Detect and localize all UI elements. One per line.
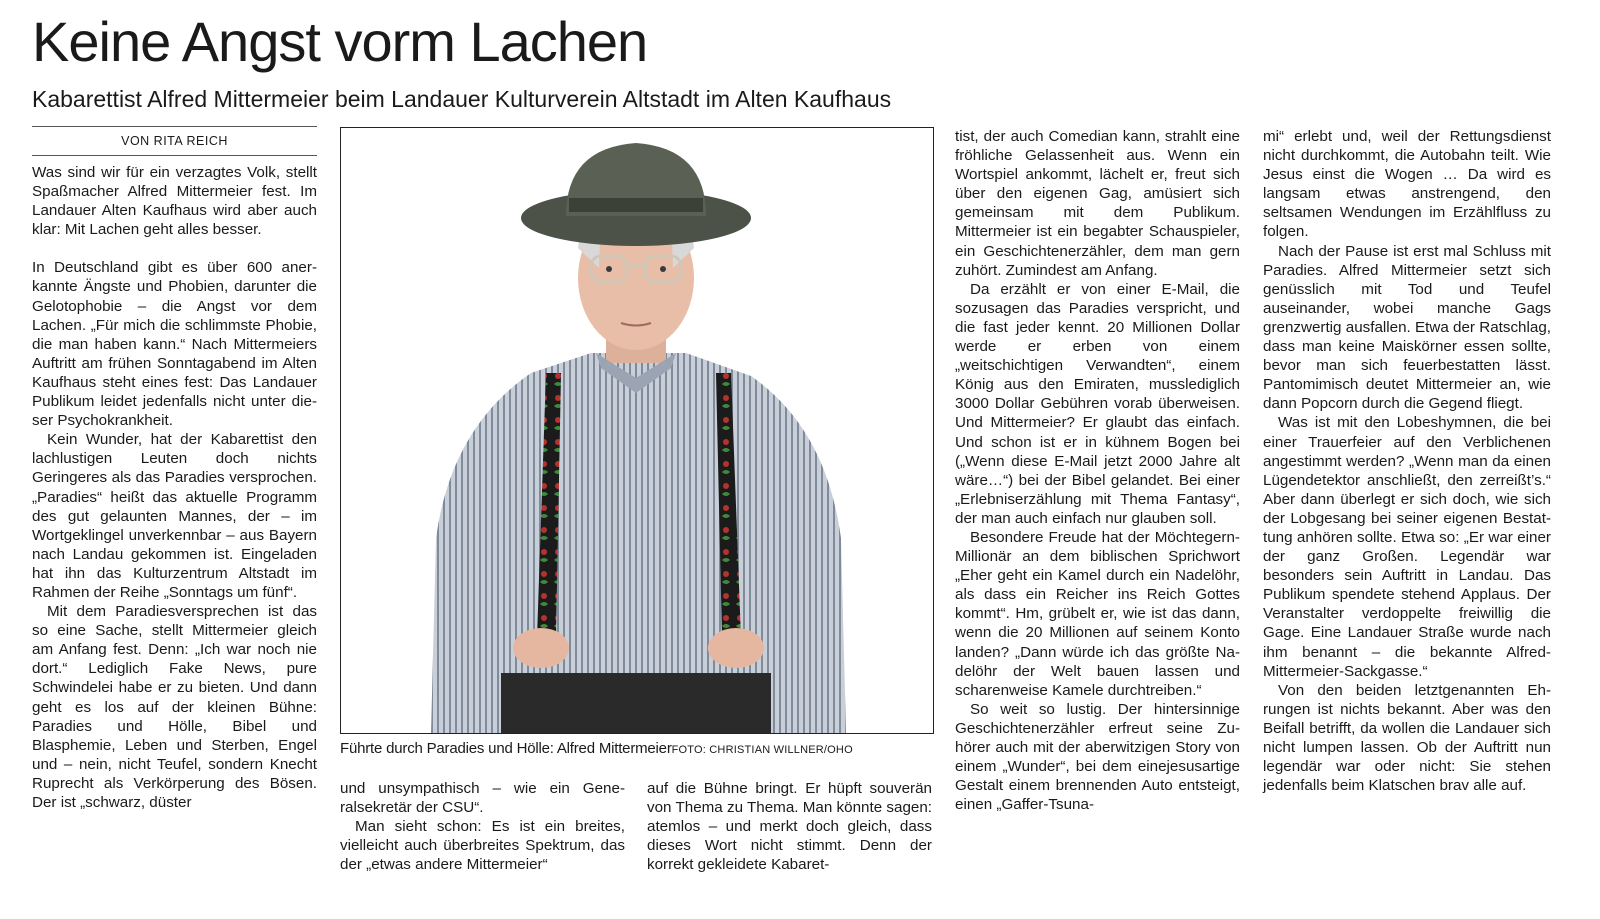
paragraph: So weit so lustig. Der hintersinnige Geschichtenerzähler erfreut seine Zuhörer auch mit der aberwitzigen Story von einem „Wunder“, bei dem einejesusartige Gestalt einem brennenden Auto entsteigt, einen „Gaffer-Tsuna- bbox=[955, 700, 1240, 814]
caption-text: Führte durch Paradies und Hölle: Alfred Mittermeier bbox=[340, 740, 672, 757]
headline: Keine Angst vorm Lachen bbox=[32, 10, 648, 73]
byline: VON RITA REICH bbox=[32, 126, 317, 156]
portrait-photo bbox=[340, 127, 934, 734]
paragraph: und unsympathisch – wie ein Generalsekretär der CSU“. bbox=[340, 780, 625, 817]
column-3 bbox=[647, 779, 932, 874]
paragraph: tist, der auch Comedian kann, strahlt eine fröhliche Gelassenheit aus. Wenn ein Wortspiel ankommt, lächelt er, freut sich über den eigenen Gag, amüsiert sich gemeinsam mit dem Publikum. Mittermeier ist ein begabter Schauspieler, ein Geschichtenerzähler, dem man gern zuhört. Zumindest am Anfang. bbox=[955, 128, 1240, 279]
lead-paragraph: Was sind wir für ein verzagtes Volk, stellt Spaßmacher Alfred Mittermeier fest. Im Landauer Alten Kaufhaus wird aber auch klar: Mit Lachen geht alles besser. bbox=[32, 164, 317, 239]
column-4 bbox=[955, 127, 1240, 814]
column-1 bbox=[32, 163, 317, 812]
paragraph: Mit dem Paradiesversprechen ist das so eine Sache, stellt Mittermeier gleich am Anfang fest. Denn: „Ich war noch nie dort.“ Lediglich Fake News, pure Schwindelei habe er zu bieten. Und dann geht es los auf der kleinen Bühne: Paradies und Hölle, Bibel und Blasphemie, Leben und Sterben, Engel und – nein, nicht Teufel, sondern Knecht Ruprecht als Verkörperung des Bösen. Der ist „schwarz, düster bbox=[32, 603, 317, 811]
paragraph: Was ist mit den Lobeshymnen, die bei einer Trauerfeier auf den Verblichenen angestimmt werden? „Wenn man da einen Lügendetektor anschließt, den zerreißt’s.“ Aber dann überlegt er sich doch, wie sich der Lobgesang bei seiner eigenen Bestattung anhören sollte. Etwa so: „Er war einer der ganz Großen. Legendär war besonders sein Auftritt in Landau. Das Publikum spendete stehend Applaus. Der Veranstalter verdoppelte freiwillig die Gage. Eine Landauer Straße wurde nach ihm benannt – die bekannte Alfred-Mittermeier-Sackgasse.“ bbox=[1263, 414, 1551, 680]
photo-credit: FOTO: CHRISTIAN WILLNER/OHO bbox=[671, 744, 853, 756]
paragraph: auf die Bühne bringt. Er hüpft souverän von Thema zu Thema. Man könnte sagen: atemlos – und merkt doch gleich, dass dieses Wort nicht stimmt. Denn der korrekt gekleidete Kabaret- bbox=[647, 780, 932, 874]
paragraph: Da erzählt er von einer E-Mail, die sozusagen das Paradies verspricht, und die fast jeder kennt. 20 Millionen Dollar werde er erben von einem „weitschichtigen Verwandten“, einem König aus den Emiraten, musslediglich 3000 Dollar Gebühren vorab überweisen. Und Mittermeier? Er glaubt das einfach. Und schon ist er in kühnem Bogen bei („Wenn diese E-Mail jetzt 2000 Jahre alt wäre…“) bei der Bibel gelandet. Bei einer „Erlebniserzählung mit Thema Fantasy“, der man auch einfach nur glauben soll. bbox=[955, 280, 1240, 527]
paragraph: Besondere Freude hat der Möchtegern-Millionär an dem biblischen Sprichwort „Eher geht ein Kamel durch ein Nadelöhr, als dass ein Reicher ins Reich Gottes kommt“. Hm, grübelt er, wie ist das dann, wenn die 20 Millionen auf seinem Konto landen? „Dann würde ich das größte Nadelöhr der Welt bauen lassen und scharenweise Kamele durchtreiben.“ bbox=[955, 528, 1240, 699]
column-5 bbox=[1263, 127, 1551, 795]
paragraph: Man sieht schon: Es ist ein breites, vielleicht auch überbreites Spektrum, das der „etwas andere Mittermeier“ bbox=[340, 818, 625, 874]
paragraph: Nach der Pause ist erst mal Schluss mit Paradies. Alfred Mittermeier setzt sich genüsslich mit Tod und Teufel auseinander, wobei manche Gags grenzwertig ausfallen. Etwa der Ratschlag, dass man keine Maiskörner essen sollte, bevor man sich feuerbestatten lässt. Pantomimisch deutet Mittermeier an, wie dann Popcorn durch die Gegend fliegt. bbox=[1263, 242, 1551, 413]
subheadline: Kabarettist Alfred Mittermeier beim Landauer Kulturverein Altstadt im Alten Kaufhaus bbox=[32, 86, 892, 112]
photo-caption bbox=[340, 740, 853, 758]
paragraph: mi“ erlebt und, weil der Rettungsdienst nicht durchkommt, die Autobahn teilt. Wie Jesus einst die Wogen … Da wird es langsam etwas anstrengend, den seltsamen Wendungen im Erzählfluss zu folgen. bbox=[1263, 128, 1551, 241]
paragraph: Kein Wunder, hat der Kabarettist den lachlustigen Leuten doch nichts Geringeres als das Paradies versprochen. „Paradies“ heißt das aktuelle Programm des gut gelaunten Mannes, der – im Wortgeklingel unverkennbar – aus Bayern nach Landau gekommen ist. Eingeladen hat ihn das Kulturzentrum Altstadt im Rahmen der Reihe „Sonntags um fünf“. bbox=[32, 431, 317, 601]
portrait-photo-man-with-hat-and-suspenders-icon bbox=[341, 128, 933, 733]
paragraph: In Deutschland gibt es über 600 anerkannte Ängste und Phobien, darunter die Gelotophobie – die Angst vor dem Lachen. „Für mich die schlimmste Phobie, die man haben kann.“ Nach Mittermeiers Auftritt am frühen Sonntagabend im Alten Kaufhaus steht eines fest: Das Landauer Publikum leidet jedenfalls nicht unter dieser Psychokrankheit. bbox=[32, 259, 317, 430]
column-2 bbox=[340, 779, 625, 874]
paragraph: Von den beiden letztgenannten Ehrungen ist nichts bekannt. Aber was den Beifall betrifft, da wollen die Landauer sich nicht lumpen lassen. Ob der Auftritt nun legendär war oder nicht: Sie stehen jedenfalls beim Klatschen brav alle auf. bbox=[1263, 681, 1551, 795]
